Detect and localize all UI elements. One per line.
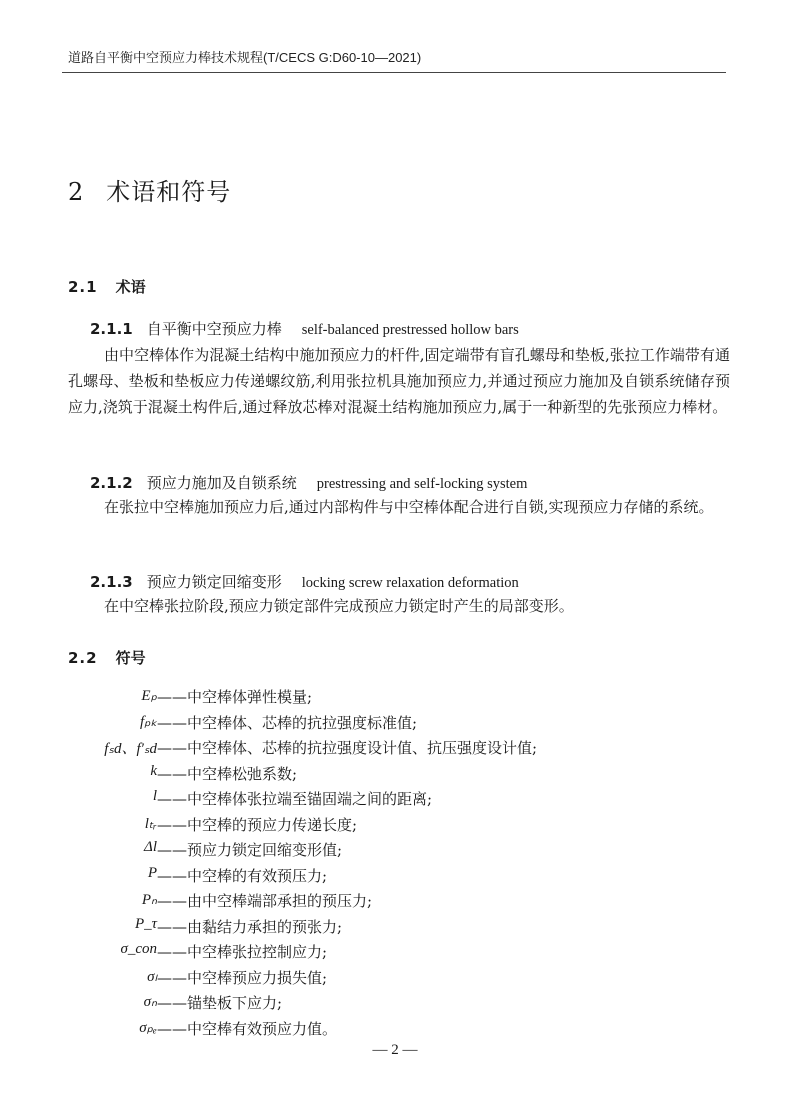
- term-definition-2: 在张拉中空棒施加预应力后,通过内部构件与中空棒体配合进行自锁,实现预应力存储的系统。: [104, 498, 714, 516]
- symbol-row: [60, 712, 740, 736]
- term-heading-3: 2.1.3 预应力锁定回缩变形 locking screw relaxation deformation: [90, 573, 519, 591]
- term-heading-2: 2.1.2 预应力施加及自锁系统 prestressing and self-locking system: [90, 474, 528, 492]
- symbol: P_τ: [134, 915, 157, 932]
- symbol-row: [60, 992, 740, 1016]
- term-definition-1: 由中空棒体作为混凝土结构中施加预应力的杆件,固定端带有盲孔螺母和垫板,张拉工作端带有通孔螺母、垫板和垫板应力传递螺纹筋,利用张拉机具施加预应力,并通过预应力施加及自锁系统储存预应力,浇筑于混凝土构件后,通过释放芯棒对混凝土结构施加预应力,属于一种新型的先张预应力棒材。: [68, 346, 730, 416]
- symbol-row: [60, 839, 740, 863]
- symbol: σₚₑ: [139, 1019, 157, 1036]
- symbol-description: ——中空棒体弹性模量;: [157, 688, 313, 706]
- section-heading-terms: [68, 276, 146, 297]
- symbol-row: [60, 814, 740, 838]
- symbol: k: [150, 762, 157, 779]
- symbol-description: ——中空棒张拉控制应力;: [157, 943, 328, 961]
- symbol-row: [60, 865, 740, 889]
- symbol-description: ——中空棒预应力损失值;: [157, 968, 328, 987]
- symbol-row: [60, 1018, 740, 1042]
- chapter-name: 术语和符号: [106, 178, 232, 206]
- symbol: σ_con: [120, 941, 157, 957]
- symbol-row: [60, 916, 740, 940]
- symbol: Pₙ: [141, 892, 157, 908]
- chapter-title: [68, 172, 231, 207]
- symbol-description: ——由中空棒端部承担的预压力;: [157, 892, 373, 910]
- section-title: 符号: [115, 649, 146, 667]
- symbol: Δl: [144, 839, 157, 855]
- symbol-row: [60, 941, 740, 965]
- symbol: σₗ: [147, 968, 157, 985]
- symbol: fₛd、f′ₛd: [104, 741, 157, 757]
- symbol-row: [60, 890, 740, 914]
- running-header: 道路自平衡中空预应力棒技术规程(T/CECS G:D60-10—2021): [68, 50, 422, 65]
- section-title: 术语: [115, 278, 146, 296]
- symbol-description: ——锚垫板下应力;: [157, 994, 283, 1012]
- symbol-description: ——中空棒体张拉端至锚固端之间的距离;: [157, 790, 433, 808]
- symbol: Eₚ: [141, 688, 157, 704]
- section-number: 2.2: [68, 649, 98, 667]
- term-definition-3: 在中空棒张拉阶段,预应力锁定部件完成预应力锁定时产生的局部变形。: [104, 597, 574, 615]
- symbol: lₜᵣ: [144, 815, 157, 832]
- symbol-row: [60, 967, 740, 991]
- symbol-row: [60, 737, 740, 761]
- symbol-description: ——中空棒有效预应力值。: [157, 1019, 338, 1038]
- term-heading-1: 2.1.1 自平衡中空预应力棒 self-balanced prestressed hollow bars: [90, 320, 519, 338]
- chapter-number: 2: [68, 178, 85, 206]
- symbol-description: ——预应力锁定回缩变形值;: [157, 841, 343, 859]
- symbol: σₙ: [143, 994, 157, 1010]
- symbol: l: [152, 788, 157, 804]
- symbol-description: ——中空棒体、芯棒的抗拉强度标准值;: [157, 713, 418, 732]
- symbol: P: [147, 864, 157, 881]
- symbol-description: ——中空棒的有效预压力;: [157, 866, 328, 885]
- symbol-row: [60, 686, 740, 710]
- symbol-row: [60, 788, 740, 812]
- header-rule: [62, 72, 726, 73]
- symbol-description: ——由黏结力承担的预张力;: [157, 917, 343, 936]
- symbol: fₚₖ: [140, 713, 157, 730]
- symbol-row: [60, 763, 740, 787]
- symbol-description: ——中空棒体、芯棒的抗拉强度设计值、抗压强度设计值;: [157, 739, 538, 757]
- section-number: 2.1: [68, 278, 98, 296]
- section-heading-symbols: [68, 647, 146, 668]
- symbol-description: ——中空棒的预应力传递长度;: [157, 815, 358, 834]
- symbol-description: ——中空棒松弛系数;: [157, 764, 298, 783]
- page-number: — 2 —: [372, 1042, 418, 1058]
